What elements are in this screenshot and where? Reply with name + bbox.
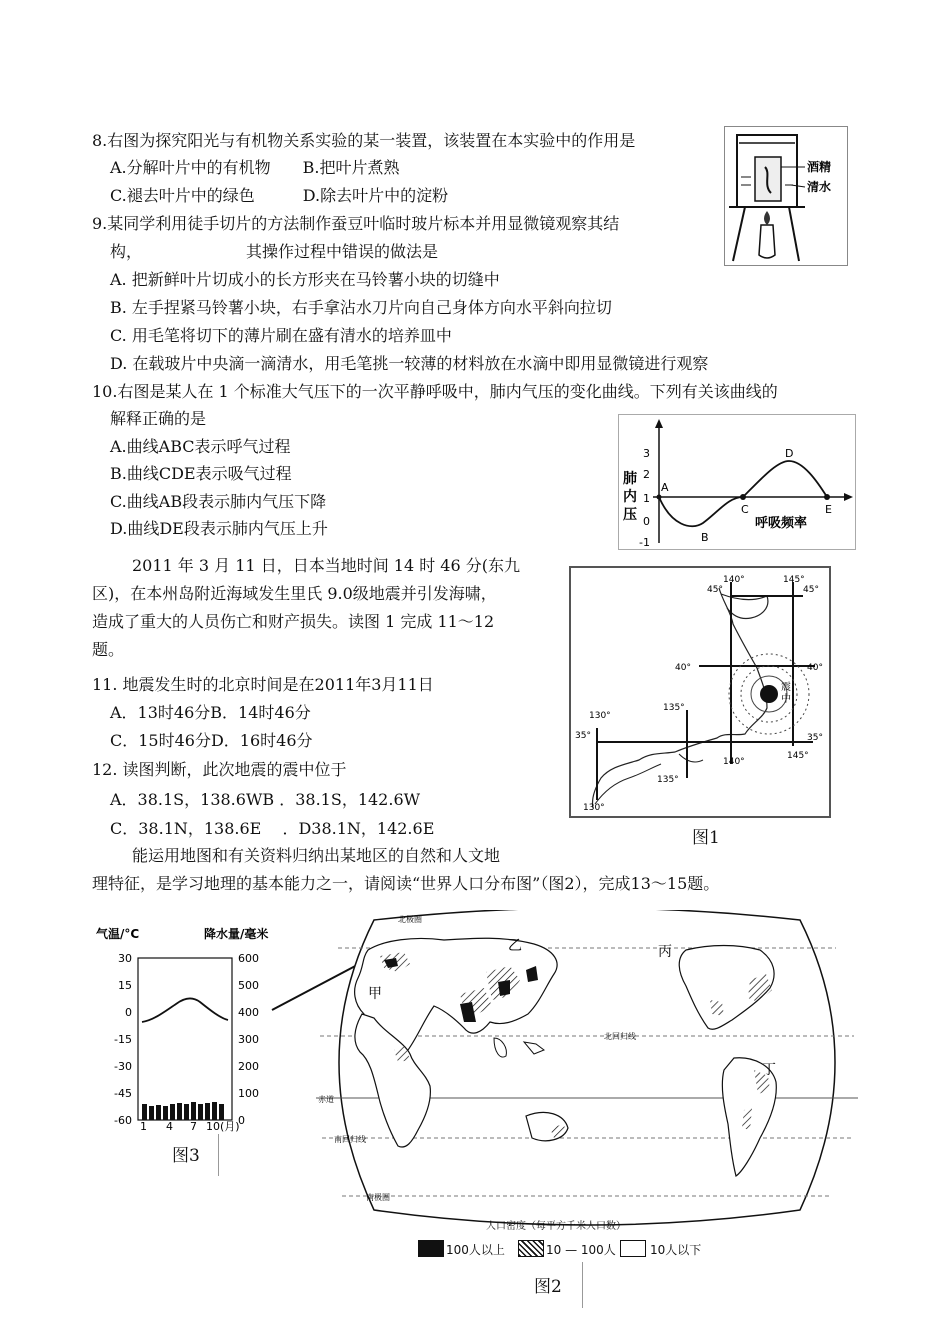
svg-text:135°: 135°: [657, 775, 679, 785]
pop-para-2: 理特征，是学习地理的基本能力之一，请阅读“世界人口分布图”（图2），完成13～15题。: [92, 874, 720, 893]
svg-text:130°: 130°: [589, 711, 611, 721]
svg-text:140°: 140°: [723, 575, 745, 585]
fig2-caption: 图2: [534, 1277, 562, 1297]
legend-mid-label: 10 — 100人: [546, 1243, 616, 1257]
point-c: C: [741, 503, 749, 516]
fig3-caption: 图3: [172, 1146, 200, 1166]
temp-tick-label: 15: [118, 979, 132, 992]
world-population-map: [314, 910, 860, 1240]
svg-text:35°: 35°: [575, 731, 591, 741]
point-e: E: [825, 503, 832, 516]
temp-axis-title: 气温/°C: [96, 927, 140, 941]
svg-text:1: 1: [643, 492, 650, 505]
q9-stem-2: 构， 其操作过程中错误的做法是: [110, 242, 439, 261]
precip-tick-label: 600: [238, 952, 259, 965]
temp-tick-label: -30: [114, 1060, 132, 1073]
q11-options-cd: C．15时46分D．16时46分: [110, 731, 313, 750]
quake-para-4: 题。: [92, 640, 125, 659]
japan-map-figure: [569, 566, 831, 818]
svg-text:2: 2: [643, 468, 650, 481]
svg-text:-1: -1: [639, 536, 650, 549]
legend-swatch-low: [620, 1240, 646, 1257]
point-d: D: [785, 447, 794, 460]
svg-text:0: 0: [643, 515, 650, 528]
quake-para-3: 造成了重大的人员伤亡和财产损失。读图 1 完成 11～12: [92, 612, 495, 631]
climate-chart: [92, 918, 288, 1134]
lung-pressure-graph: [618, 414, 856, 550]
ylabel-char-3: 压: [623, 507, 637, 523]
point-b: B: [701, 531, 709, 544]
temp-tick-label: -15: [114, 1033, 132, 1046]
svg-text:北极圈: 北极圈: [398, 915, 422, 924]
q9-option-d: D. 在载玻片中央滴一滴清水，用毛笔挑一较薄的材料放在水滴中即用显微镜进行观察: [110, 354, 709, 373]
q8-stem: 8.右图为探究阳光与有机物关系实验的某一装置，该装置在本实验中的作用是: [92, 131, 636, 150]
quake-para-1: 2011 年 3 月 11 日，日本当地时间 14 时 46 分(东九: [132, 556, 520, 575]
quake-para-2: 区)，在本州岛附近海域发生里氏 9.0级地震并引发海啸，: [92, 584, 497, 603]
label-yi: 乙: [508, 938, 522, 954]
precip-tick-label: 0: [238, 1114, 245, 1127]
temp-tick-label: 30: [118, 952, 132, 965]
q10-option-c: C.曲线AB段表示肺内气压下降: [110, 492, 327, 511]
svg-text:135°: 135°: [663, 703, 685, 713]
legend-low-label: 10人以下: [650, 1243, 702, 1257]
legend-swatch-mid: [518, 1240, 544, 1257]
temp-tick-label: 0: [125, 1006, 132, 1019]
svg-text:10(月): 10(月): [206, 1120, 240, 1133]
svg-text:45°: 45°: [803, 585, 819, 595]
temp-tick-label: -60: [114, 1114, 132, 1127]
fig1-caption: 图1: [692, 828, 720, 848]
q9-option-a: A. 把新鲜叶片切成小的长方形夹在马铃薯小块的切缝中: [110, 270, 500, 289]
q10-stem-1: 10.右图是某人在 1 个标准大气压下的一次平静呼吸中，肺内气压的变化曲线。下列有关该曲线的: [92, 382, 778, 401]
svg-text:南极圈: 南极圈: [366, 1193, 390, 1202]
svg-text:3: 3: [643, 447, 650, 460]
precip-tick-label: 500: [238, 979, 259, 992]
svg-text:145°: 145°: [783, 575, 805, 585]
precip-tick-label: 200: [238, 1060, 259, 1073]
label-jia: 甲: [368, 986, 382, 1002]
svg-text:145°: 145°: [787, 751, 809, 761]
precip-tick-label: 300: [238, 1033, 259, 1046]
q9-option-b: B. 左手捏紧马铃薯小块，右手拿沾水刀片向自己身体方向水平斜向拉切: [110, 298, 612, 317]
q9-stem-1: 9.某同学利用徒手切片的方法制作蚕豆叶临时玻片标本并用显微镜观察其结: [92, 214, 620, 233]
label-ding: 丁: [762, 1062, 776, 1078]
svg-text:震: 震: [781, 682, 791, 693]
q10-option-b: B.曲线CDE表示吸气过程: [110, 464, 292, 483]
legend-title: 人口密度（每平方千米人口数）: [486, 1221, 626, 1232]
svg-text:北回归线: 北回归线: [604, 1032, 636, 1041]
precip-tick-label: 400: [238, 1006, 259, 1019]
q10-stem-2: 解释正确的是: [110, 409, 207, 428]
svg-text:35°: 35°: [807, 733, 823, 743]
q11-stem: 11. 地震发生时的北京时间是在2011年3月11日: [92, 675, 434, 694]
svg-text:中: 中: [781, 694, 791, 705]
precip-axis-title: 降水量/毫米: [204, 927, 269, 941]
legend: [418, 1238, 718, 1260]
svg-text:45°: 45°: [707, 585, 723, 595]
q9-option-c: C. 用毛笔将切下的薄片刷在盛有清水的培养皿中: [110, 326, 452, 345]
q8-options-ab: A.分解叶片中的有机物 B.把叶片煮熟: [110, 158, 400, 177]
q10-option-d: D.曲线DE段表示肺内气压上升: [110, 519, 328, 538]
precip-tick-label: 100: [238, 1087, 259, 1100]
svg-text:南回归线: 南回归线: [334, 1135, 366, 1144]
svg-text:130°: 130°: [583, 803, 605, 813]
svg-text:1: 1: [140, 1120, 147, 1133]
legend-high-label: 100人以上: [446, 1243, 505, 1257]
q12-options-cd: C．38.1N，138.6E ．D38.1N，142.6E: [110, 819, 435, 838]
pop-para-1: 能运用地图和有关资料归纳出某地区的自然和人文地: [132, 846, 501, 865]
q12-options-ab: A．38.1S，138.6WB ．38.1S，142.6W: [110, 790, 421, 809]
xlabel: 呼吸频率: [755, 516, 808, 531]
q8-apparatus-figure: [724, 126, 848, 266]
q8-options-cd: C.褪去叶片中的绿色 D.除去叶片中的淀粉: [110, 186, 449, 205]
svg-text:7: 7: [190, 1120, 197, 1133]
q10-option-a: A.曲线ABC表示呼气过程: [110, 437, 291, 456]
svg-text:40°: 40°: [675, 663, 691, 673]
ylabel-char-1: 肺: [623, 471, 637, 487]
q12-stem: 12. 读图判断，此次地震的震中位于: [92, 760, 347, 779]
label-bing: 丙: [658, 944, 672, 960]
svg-text:140°: 140°: [723, 757, 745, 767]
svg-text:4: 4: [166, 1120, 173, 1133]
q11-options-ab: A．13时46分B．14时46分: [110, 703, 311, 722]
water-label: 清水: [807, 180, 832, 194]
svg-text:赤道: 赤道: [318, 1095, 334, 1104]
alcohol-label: 酒精: [807, 160, 832, 174]
legend-swatch-high: [418, 1240, 444, 1257]
ylabel-char-2: 内: [623, 489, 637, 505]
point-a: A: [661, 481, 669, 494]
svg-text:40°: 40°: [807, 663, 823, 673]
temp-tick-label: -45: [114, 1087, 132, 1100]
